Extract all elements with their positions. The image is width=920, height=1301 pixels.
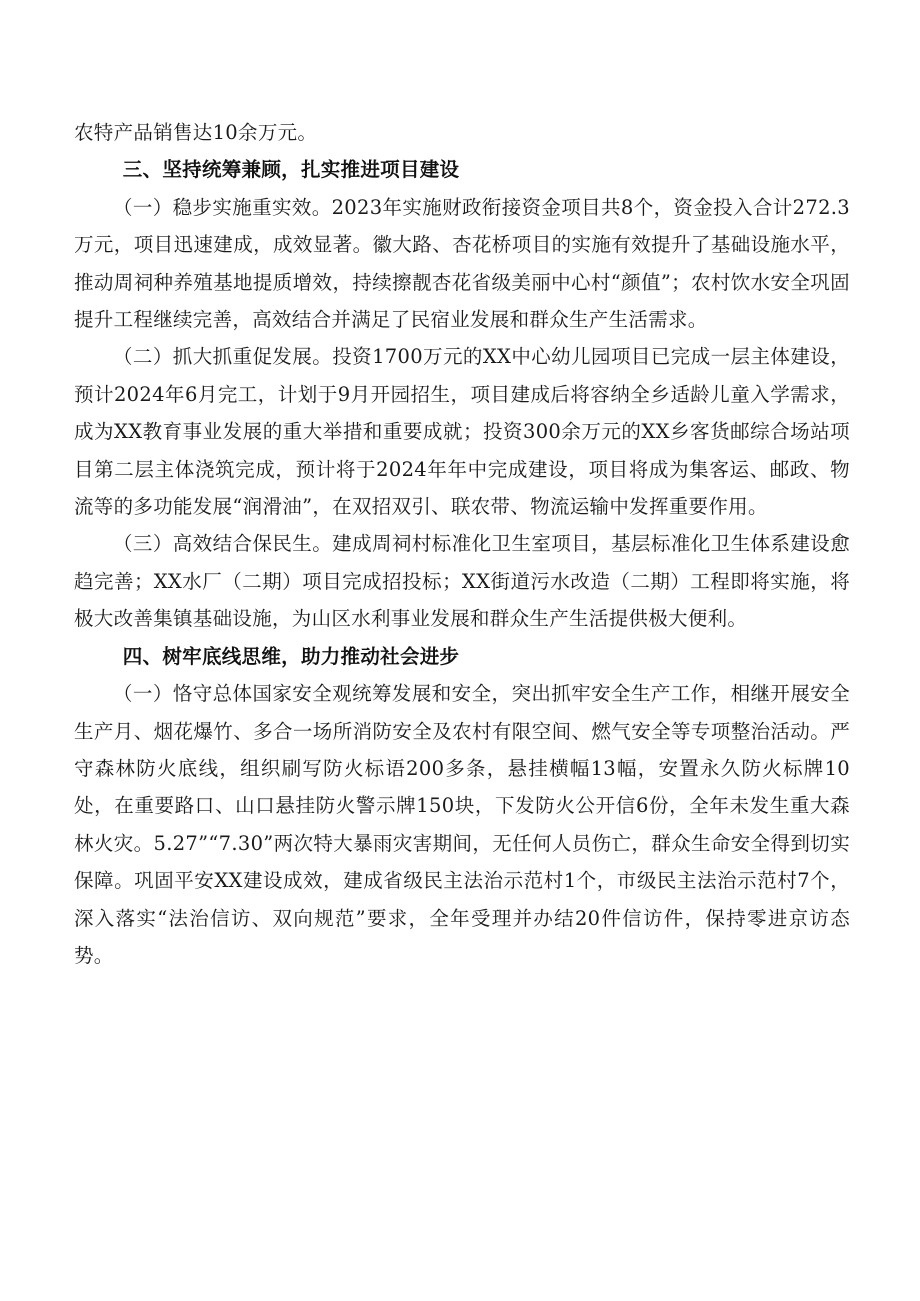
intro-tail-paragraph: 农特产品销售达10余万元。 [74, 121, 318, 144]
section-3-paragraph-3: （三）高效结合保民生。建成周祠村标准化卫生室项目，基层标准化卫生体系建设愈趋完善；XX水厂（二期）项目完成招投标；XX街道污水改造（二期）工程即将实施，将极大改善集镇基础设施，为山区水利事业发展和群众生产生活提供极大便利。 [74, 532, 850, 631]
section-3-paragraph-1: （一）稳步实施重实效。2023年实施财政衔接资金项目共8个，资金投入合计272.3万元，项目迅速建成，成效显著。徽大路、杏花桥项目的实施有效提升了基础设施水平，推动周祠种养殖基地提质增效，持续擦靓杏花省级美丽中心村“颜值”；农村饮水安全巩固提升工程继续完善，高效结合并满足了民宿业发展和群众生产生活需求。 [74, 195, 850, 332]
document-body [74, 114, 850, 974]
section-3-paragraph-2: （二）抓大抓重促发展。投资1700万元的XX中心幼儿园项目已完成一层主体建设，预计2024年6月完工，计划于9月开园招生，项目建成后将容纳全乡适龄儿童入学需求，成为XX教育事业发展的重大举措和重要成就；投资300余万元的XX乡客货邮综合场站项目第二层主体浇筑完成，预计将于2024年年中完成建设，项目将成为集客运、邮政、物流等的多功能发展“润滑油”，在双招双引、联农带、物流运输中发挥重要作用。 [74, 345, 850, 519]
section-3-heading: 三、坚持统筹兼顾，扎实推进项目建设 [122, 158, 460, 182]
section-4-paragraph-1: （一）恪守总体国家安全观统筹发展和安全，突出抓牢安全生产工作，相继开展安全生产月、烟花爆竹、多合一场所消防安全及农村有限空间、燃气安全等专项整治活动。严守森林防火底线，组织刷写防火标语200多条，悬挂横幅13幅，安置永久防火标牌10处，在重要路口、山口悬挂防火警示牌150块，下发防火公开信6份，全年未发生重大森林火灾。5.27”“7.30”两次特大暴雨灾害期间，无任何人员伤亡，群众生命安全得到切实保障。巩固平安XX建设成效，建成省级民主法治示范村1个，市级民主法治示范村7个，深入落实“法治信访、双向规范”要求，全年受理并办结20件信访件，保持零进京访态势。 [74, 682, 850, 967]
section-4-heading: 四、树牢底线思维，助力推动社会进步 [122, 644, 460, 668]
